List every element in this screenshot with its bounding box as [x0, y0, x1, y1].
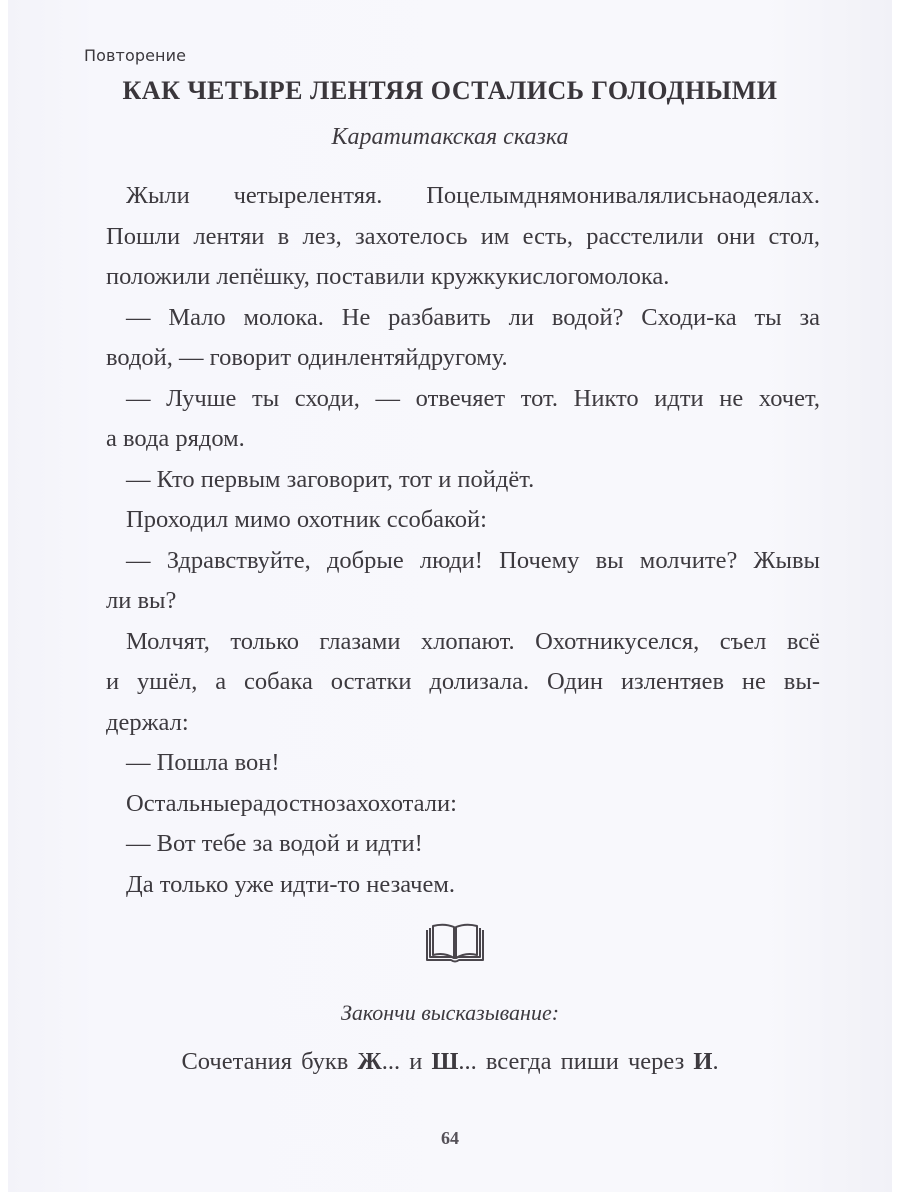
story-line: положили лепёшку, поставили кружкукислогомолока.	[106, 263, 670, 290]
story-subtitle: Каратитакская сказка	[331, 124, 569, 150]
story-title: КАК ЧЕТЫРЕ ЛЕНТЯЯ ОСТАЛИСЬ ГОЛОДНЫМИ	[122, 76, 778, 105]
rule-text: ... всегда пиши через	[458, 1048, 694, 1075]
story-line: — Вот тебе за водой и идти!	[126, 830, 423, 857]
story-line: — Кто первым заговорит, тот и пойдёт.	[126, 465, 535, 493]
book-page	[8, 0, 892, 1192]
story-line: Пошли лентяи в лез, захотелось им есть, расстелили они стол,	[106, 222, 820, 250]
story-line: — Мало молока. Не разбавить ли водой? Сходи-ка ты за	[126, 303, 820, 331]
rule-text: Сочетания букв	[181, 1048, 358, 1075]
story-line: ли вы?	[106, 587, 177, 614]
story-line: Жыли четырелентяя. Поцелымднямонивалялисьнаодеялах.	[126, 182, 820, 209]
story-line: Остальныерадостнозахохотали:	[126, 789, 457, 817]
story-text	[106, 176, 820, 905]
story-line: Молчят, только глазами хлопают. Охотникуселся, съел всё	[126, 627, 820, 655]
story-line: — Лучше ты сходи, — отвечяет тот. Никто идти не хочет,	[126, 384, 820, 412]
rule-text: ... и	[381, 1048, 432, 1075]
story-line: — Пошла вон!	[126, 749, 280, 776]
story-line: и ушёл, а собака остатки долизала. Один излентяев не вы-	[106, 668, 820, 695]
section-label: Повторение	[84, 46, 187, 65]
story-line: держал:	[106, 708, 189, 736]
rule-text: .	[712, 1048, 719, 1075]
story-line: а вода рядом.	[106, 425, 245, 452]
rule-bold-letter: Ш	[431, 1048, 459, 1075]
exercise-instruction: Закончи высказывание:	[340, 1000, 560, 1025]
story-line: водой, — говорит одинлентяйдругому.	[106, 344, 508, 371]
exercise-rule	[8, 1048, 892, 1076]
story-line: Проходил мимо охотник ссобакой:	[126, 506, 487, 533]
open-book-icon	[424, 922, 486, 964]
story-line: — Здравствуйте, добрые люди! Почему вы молчите? Жывы	[126, 546, 820, 574]
rule-bold-letter: Ж	[357, 1048, 382, 1075]
rule-bold-letter: И	[693, 1048, 713, 1075]
page-number: 64	[441, 1128, 459, 1148]
story-line: Да только уже идти-то незачем.	[126, 870, 455, 898]
